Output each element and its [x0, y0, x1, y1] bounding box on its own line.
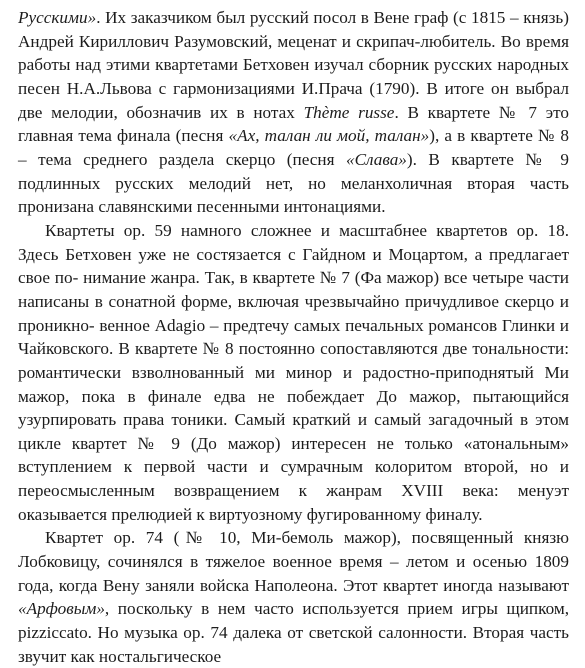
paragraph-1	[18, 6, 569, 219]
text-run: Квартет ор. 74 (№ 10, Ми-бемоль мажор), посвященный князю Лобковицу,	[18, 528, 569, 572]
text-run: не только «атональным» вступлением к первой части и сумрачным колоритом	[18, 433, 569, 477]
text-run: едва не побеждает До мажор, пытающийся узурпировать права тоники. Самый	[18, 386, 570, 430]
text-run: ), а в квартете № 8 – тема среднего	[18, 126, 570, 169]
text-run: венное Adagio – предтечу самых печальных романсов Глинки и Чайковского.	[18, 315, 569, 359]
text-run: Квартеты ор. 59 намного сложнее и масштабнее квартетов ор. 18. Здесь	[18, 220, 569, 264]
text-run: в сонатной форме, включая чрезвычайно причудливое скерцо и проникно-	[18, 291, 569, 335]
text-run: оказывается прелюдией к виртуозному фугированному финалу.	[18, 504, 483, 524]
italic-text: Thème russe	[303, 102, 395, 122]
text-run: краткий и самый загадочный в этом цикле квартет № 9 (До мажор) интересен	[18, 410, 569, 453]
text-run: мелодии, обозначив их в нотах	[51, 102, 304, 122]
text-run: Бетховен уже не состязается с Гайдном и Моцартом, а предлагает свое по-	[18, 244, 570, 288]
text-run: далека от светской салонности. Вторая часть звучит как ностальгическое	[18, 623, 569, 666]
text-run: песен Н.А.Львова с гармонизациями И.Прача (1790). В итоге он выбрал две	[18, 78, 569, 122]
text-run: финала (песня	[117, 126, 229, 146]
text-run: нимание жанра. Так, в квартете № 7 (Фа мажор) все четыре части написаны	[18, 268, 570, 311]
text-run: в нем часто используется прием игры щипком, pizziccato. Но музыка ор. 74	[18, 599, 570, 643]
text-run: В квартете № 8 постоянно сопоставляются две тональности: романтически	[18, 339, 570, 382]
text-run: ). В квартете № 9 подлинных русских мелодий	[18, 149, 569, 193]
text-run: заняли войска Наполеона. Этот квартет иногда называют	[145, 575, 570, 595]
text-run: Андрей Кириллович Разумовский, меценат и скрипач-любитель. Во время	[18, 31, 569, 51]
text-run: раздела скерцо (песня	[158, 149, 346, 169]
text-run: , поскольку	[104, 599, 193, 619]
text-run: . Их заказчиком был русский посол в Вене граф (с 1815 – князь)	[96, 8, 569, 27]
paragraph-2	[18, 219, 569, 527]
italic-text: «Ах, талан ли мой, талан»	[228, 126, 430, 146]
document-body	[18, 6, 569, 668]
paragraph-3	[18, 526, 569, 668]
text-run: . В квартете № 7 это главная тема	[18, 102, 569, 146]
text-run: интонациями.	[283, 197, 386, 217]
italic-text: «Слава»	[346, 149, 407, 169]
text-run: взволнованный ми минор и радостно-приподнятый Ми мажор, пока в финале	[18, 362, 569, 406]
italic-text: Русскими»	[18, 8, 97, 27]
italic-text: «Арфовым»	[18, 599, 105, 619]
text-run: сочинялся в тяжелое военное время – летом и осенью 1809 года, когда Вену	[18, 552, 569, 595]
text-run: второй, но и переосмысленным возвращением к жанрам XVIII века: менуэт	[18, 457, 569, 501]
text-run: нет, но меланхоличная вторая часть пронизана славянскими песенными	[18, 173, 570, 217]
text-run: работы над этими квартетами Бетховен изучал сборник русских народных	[18, 55, 569, 75]
